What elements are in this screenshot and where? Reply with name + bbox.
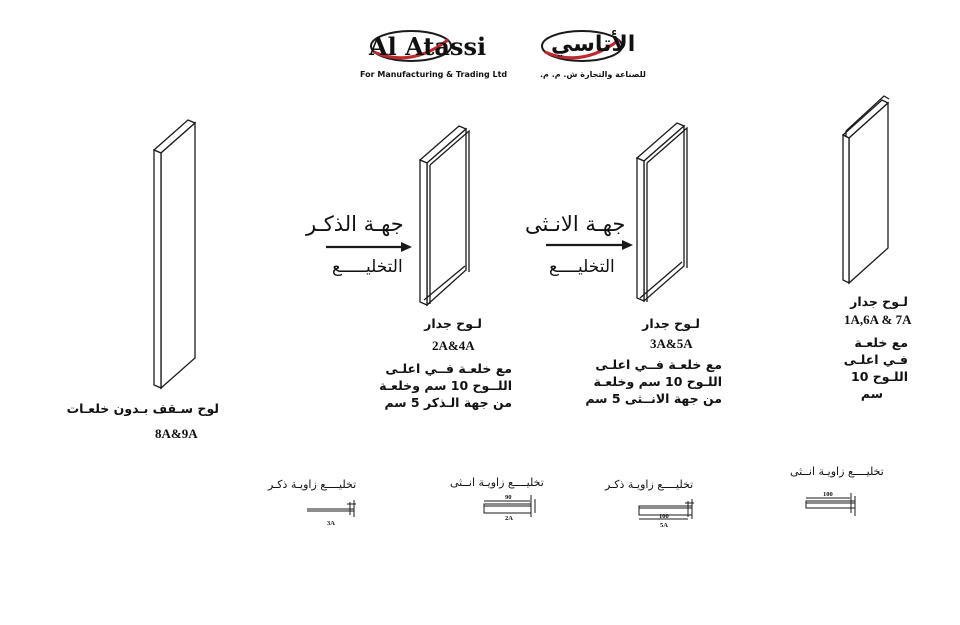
panel-4-note-2: فـي اعلـى bbox=[843, 352, 908, 367]
detail-3-dim: 100 bbox=[659, 513, 669, 520]
detail-4-dim: 100 bbox=[823, 491, 833, 498]
panel-4-title: لـوح جدار bbox=[850, 294, 908, 309]
detail-2-code: 2A bbox=[505, 515, 513, 522]
panel-3-title: لـوح جدار bbox=[642, 316, 700, 331]
male-side-label: جهـة الذكـر bbox=[306, 212, 404, 236]
detail-2-dim: 90 bbox=[505, 494, 512, 501]
arrow-female-side bbox=[546, 240, 633, 250]
panel-4-note-4: سم bbox=[860, 386, 883, 401]
panel-1-code: 8A&9A bbox=[155, 426, 198, 441]
arrow-male-side bbox=[326, 242, 412, 252]
panel-3-note-3: من جهة الانــثى 5 سم bbox=[585, 391, 722, 406]
detail-4-caption: تخليــــع زاويـة انــثى bbox=[790, 465, 884, 478]
detail-3-code: 5A bbox=[660, 522, 668, 529]
detail-drawing-3A bbox=[307, 500, 356, 517]
female-side-sublabel: التخليــــع bbox=[549, 257, 615, 277]
panel-3-code: 3A&5A bbox=[650, 336, 693, 351]
panel-2-note-3: من جهة الـذكر 5 سم bbox=[384, 395, 512, 410]
panel-wall-3A-5A bbox=[637, 123, 687, 302]
panel-4-code: 1A,6A & 7A bbox=[844, 312, 912, 327]
panel-3-note-1: مع خلعـة فــي اعلـى bbox=[595, 357, 722, 372]
male-side-sublabel: التخليـــــع bbox=[332, 257, 403, 277]
logo-en-text: Al Atassi bbox=[369, 32, 487, 61]
logo-en-subtitle: For Manufacturing & Trading Ltd bbox=[360, 70, 508, 79]
panel-wall-1A-6A-7A bbox=[843, 96, 889, 283]
female-side-label: جهـة الانـثى bbox=[525, 212, 626, 236]
panel-ceiling-8A-9A bbox=[154, 120, 195, 388]
panel-4-note-1: مع خلعـة bbox=[854, 335, 908, 350]
detail-1-caption: تخليــــع زاويـة ذكـر bbox=[268, 478, 357, 491]
panel-wall-2A-4A bbox=[420, 126, 469, 305]
panel-2-note-2: اللــوح 10 سم وخلعـة bbox=[379, 378, 512, 393]
detail-1-code: 3A bbox=[327, 520, 335, 527]
logo-ar-text: الأتاسي bbox=[551, 32, 636, 57]
detail-2-caption: تخليــــع زاويـة انــثى bbox=[450, 476, 544, 489]
panel-1-title: لوح سـقف بـدون خلعـات bbox=[66, 401, 219, 416]
logo-ar-subtitle: للصناعة والتجارة ش. م. م. bbox=[540, 70, 646, 79]
detail-3-caption: تخليــــع زاويـة ذكـر bbox=[605, 478, 694, 491]
panel-2-code: 2A&4A bbox=[432, 338, 475, 353]
panel-2-note-1: مع خلعـة فــي اعلـى bbox=[385, 361, 512, 376]
panel-3-note-2: اللـوح 10 سم وخلعـة bbox=[593, 374, 722, 389]
panel-4-note-3: اللـوح 10 bbox=[851, 369, 908, 384]
panel-2-title: لـوح جدار bbox=[424, 316, 482, 331]
